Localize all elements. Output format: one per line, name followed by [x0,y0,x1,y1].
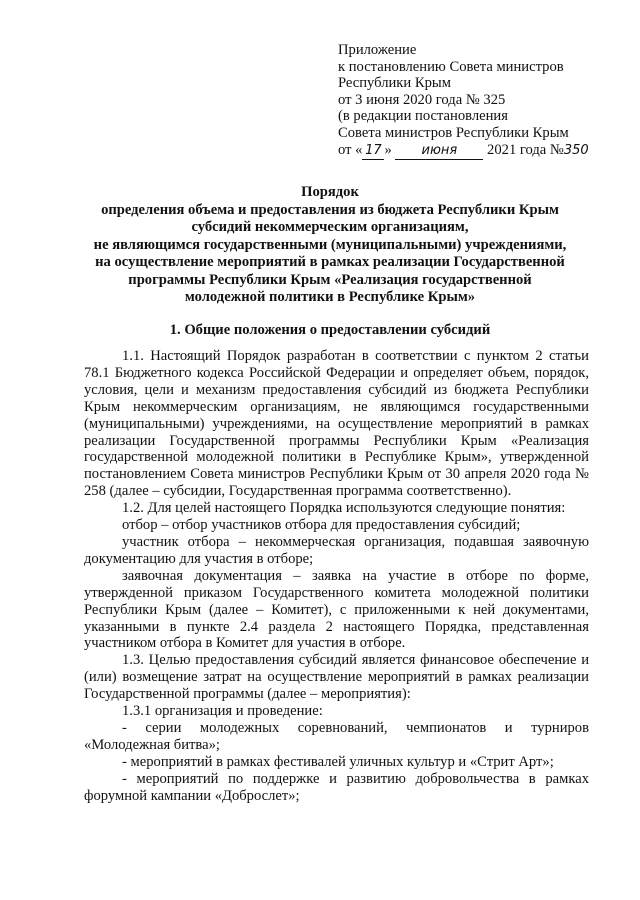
paragraph: 1.3.1 организация и проведение: [122,703,323,720]
paragraph: заявочная документация – заявка на участие в отборе по форме, утвержденной приказом Государственного комитета молодежной политики Республики Крым (далее – Комитет), с приложенными к ней документами, указанными в пункте 2.4 раздела 2 настоящего Порядка, представленная участником отбора в Комитет для участия в отборе. [84,567,589,652]
paragraph: участник отбора – некоммерческая организация, подавшая заявочную документацию для участия в отборе; [84,533,589,567]
section-body [84,348,589,804]
title-line: субсидий некоммерческим организациям, [191,219,469,235]
appendix-line: Республики Крым [338,75,451,92]
title-line: не являющимся государственными (муниципальными) учреждениями, [93,236,567,253]
paragraph: отбор – отбор участников отбора для предоставления субсидий; [122,517,521,534]
paragraph: - мероприятий в рамках фестивалей уличных культур и «Стрит Арт»; [122,753,554,770]
title-line: молодежной политики в Республике Крым» [184,289,476,305]
appendix-date-line [338,142,608,161]
appendix-line: от 3 июня 2020 года № 325 [338,91,506,108]
paragraph: - серии молодежных соревнований, чемпионатов и турниров «Молодежная битва»; [84,719,589,753]
appendix-line: Приложение [338,42,417,58]
title-line: программы Республики Крым «Реализация государственной [128,271,532,288]
title-line: на осуществление мероприятий в рамках реализации Государственной [95,254,565,270]
title-line: определения объема и предоставления из бюджета Республики Крым [101,201,559,218]
paragraph: 1.3. Целью предоставления субсидий является финансовое обеспечение и (или) возмещение затрат на осуществление мероприятий в рамках реализации Государственной программы (далее – мероприятия): [84,652,589,703]
date-prefix: от « [338,141,363,158]
appendix-line: к постановлению Совета министров [338,58,564,75]
paragraph: - мероприятий по поддержке и развитию добровольчества в рамках форумной кампании «Доброслет»; [84,770,589,804]
paragraph: 1.2. Для целей настоящего Порядка используются следующие понятия: [122,500,566,517]
document-title [70,184,590,307]
title-line: Порядок [301,184,359,200]
handwritten-number: 350 [563,142,589,158]
paragraph: 1.1. Настоящий Порядок разработан в соответствии с пунктом 2 статьи 78.1 Бюджетного кодекса Российской Федерации и определяет объем, порядок, условия, цели и механизм предоставления субсидий из бюджета Республики Крым некоммерческим организациям, не являющимся государственными (муниципальными) учреждениями, на осуществление мероприятий в рамках реализации Государственной программы Республики Крым «Реализация государственной молодежной политики в Республике Крым», утвержденной постановлением Совета министров Республики Крым от 30 апреля 2020 года № 258 (далее – субсидии, Государственная программа соответственно). [84,348,589,500]
appendix-line: Совета министров Республики Крым [338,124,569,141]
date-mid: » [384,141,392,158]
handwritten-month: июня [395,143,483,161]
appendix-line: (в редакции постановления [338,108,508,125]
section-heading: 1. Общие положения о предоставлении субсидий [169,322,491,338]
appendix-note [338,42,608,160]
handwritten-day: 17 [362,143,384,161]
date-year: 2021 года № [487,141,564,158]
